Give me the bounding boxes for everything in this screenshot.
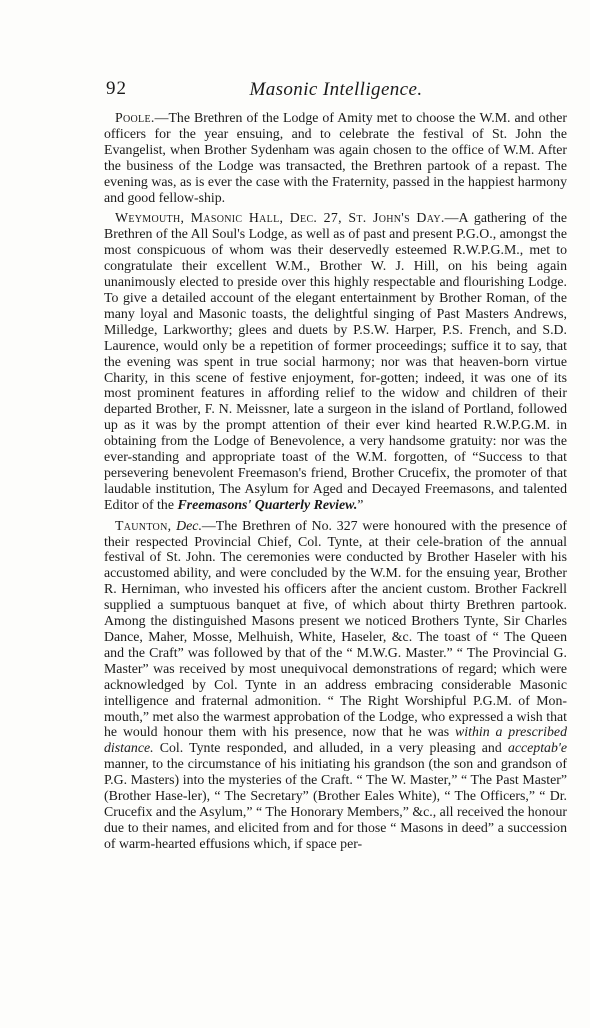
taunton-text-2: Col. Tynte responded, and alluded, in a very pleasing and <box>159 740 502 756</box>
taunton-text-1: —The Brethren of No. 327 were honoured with the presence of their respected Provincial Chief, Col. Tynte, at their cele-bration of the annual festival of St. John. The ceremonies were conducted by Brother Haseler with his accustomed ability, and were concluded by the W.M. for the ensuing year, Brother R. Herniman, who invested his officers after the ancient custom. Brother Fackrell supplied a sumptuous banquet at five, of which about thirty Brethren partook. Among the distinguished Masons present we noticed Brothers Tynte, Sir Charles Dance, Maher, Mosse, Melhuish, White, Haseler, &c. The toast of “ The Queen and the Craft” was followed by that of the “ M.W.G. Master.” “ The Provincial G. Master” was received by most unequivocal demonstrations of regard; which were acknowledged by Col. Tynte in an address embracing considerable Masonic intelligence and fraternal admonition. “ The Right Worshipful P.G.M. of Mon-mouth,” met also the warmest approbation of the Lodge, who expressed a wish that he would honour them with his presence, now that he was <box>104 517 567 740</box>
article-body <box>104 110 567 852</box>
weymouth-text: —A gathering of the Brethren of the All Soul's Lodge, as well as of past and present P.G.O., amongst the most conspicuous of whom was their deservedly esteemed R.W.P.G.M., met to congratulate their excellent W.M., Brother W. J. Hill, on his being again unanimously elected to preside over this highly respectable and flourishing Lodge. To give a detailed account of the elegant entertainment by Brother Roman, of the many loyal and Masonic toasts, the delightful singing of Past Masters Andrews, Milledge, Larkworthy; glees and duets by P.S.W. Harper, P.S. French, and S.D. Laurence, would only be a repetition of former proceedings; suffice it to say, that the evening was spent in true social harmony; nor was that heaven-born virtue Charity, in this scene of festive enjoyment, for-gotten; indeed, it was one of its most prominent features in affording relief to the widow and children of their departed Brother, F. N. Meissner, late a surgeon in the island of Portland, followed up as it was by the prompt attention of their ever kind hearted R.W.P.G.M. in obtaining from the Lodge of Benevolence, a very handsome gratuity: nor was the ever-standing and appropriate toast of the W.M. forgotten, of “Success to that persevering benevolent Freemason's friend, Brother Crucefix, the promoter of that laudable institution, The Asylum for Aged and Decayed Freemasons, and talented Editor of the <box>104 210 568 512</box>
poole-lead: Poole. <box>115 110 155 125</box>
paragraph-weymouth <box>104 210 567 512</box>
taunton-lead-italic: Dec. <box>176 517 202 533</box>
taunton-italic-1: within a prescribed distance. <box>104 724 567 756</box>
taunton-lead: Taunton, <box>115 517 172 533</box>
poole-text: —The Brethren of the Lodge of Amity met to choose the W.M. and other officers for the year ensuing, and to celebrate the festival of St. John the Evangelist, when Brother Sydenham was again chosen to the office of W.M. After the business of the Lodge was transacted, the Brethren partook of a repast. The evening was, as is ever the case with the Fraternity, passed in the happiest harmony and good fellow-ship. <box>104 110 567 205</box>
page-number: 92 <box>106 78 127 99</box>
weymouth-italic-tail: Freemasons' Quarterly Review. <box>177 496 358 512</box>
paragraph-taunton <box>104 518 567 852</box>
taunton-italic-2: acceptab'e <box>507 740 568 756</box>
weymouth-close-quote: ” <box>357 496 364 512</box>
paragraph-poole <box>104 110 567 205</box>
running-head <box>106 78 566 102</box>
running-title: Masonic Intelligence. <box>249 79 423 100</box>
weymouth-lead: Weymouth, Masonic Hall, Dec. 27, St. John's Day. <box>115 210 445 226</box>
taunton-text-3: manner, to the circumstance of his initiating his grandson (the son and grandson of P.G. Masters) into the mysteries of the Craft. “ The W. Master,” “ The Past Master” (Brother Hase-ler), “ The Secretary” (Brother Eales White), “ The Officers,” “ Dr. Crucefix and the Asylum,” “ The Honorary Members,” &c., all received the honour due to their names, and elicited from and for those “ Masons in deed” a succession of warm-hearted effusions which, if space per- <box>104 756 567 851</box>
